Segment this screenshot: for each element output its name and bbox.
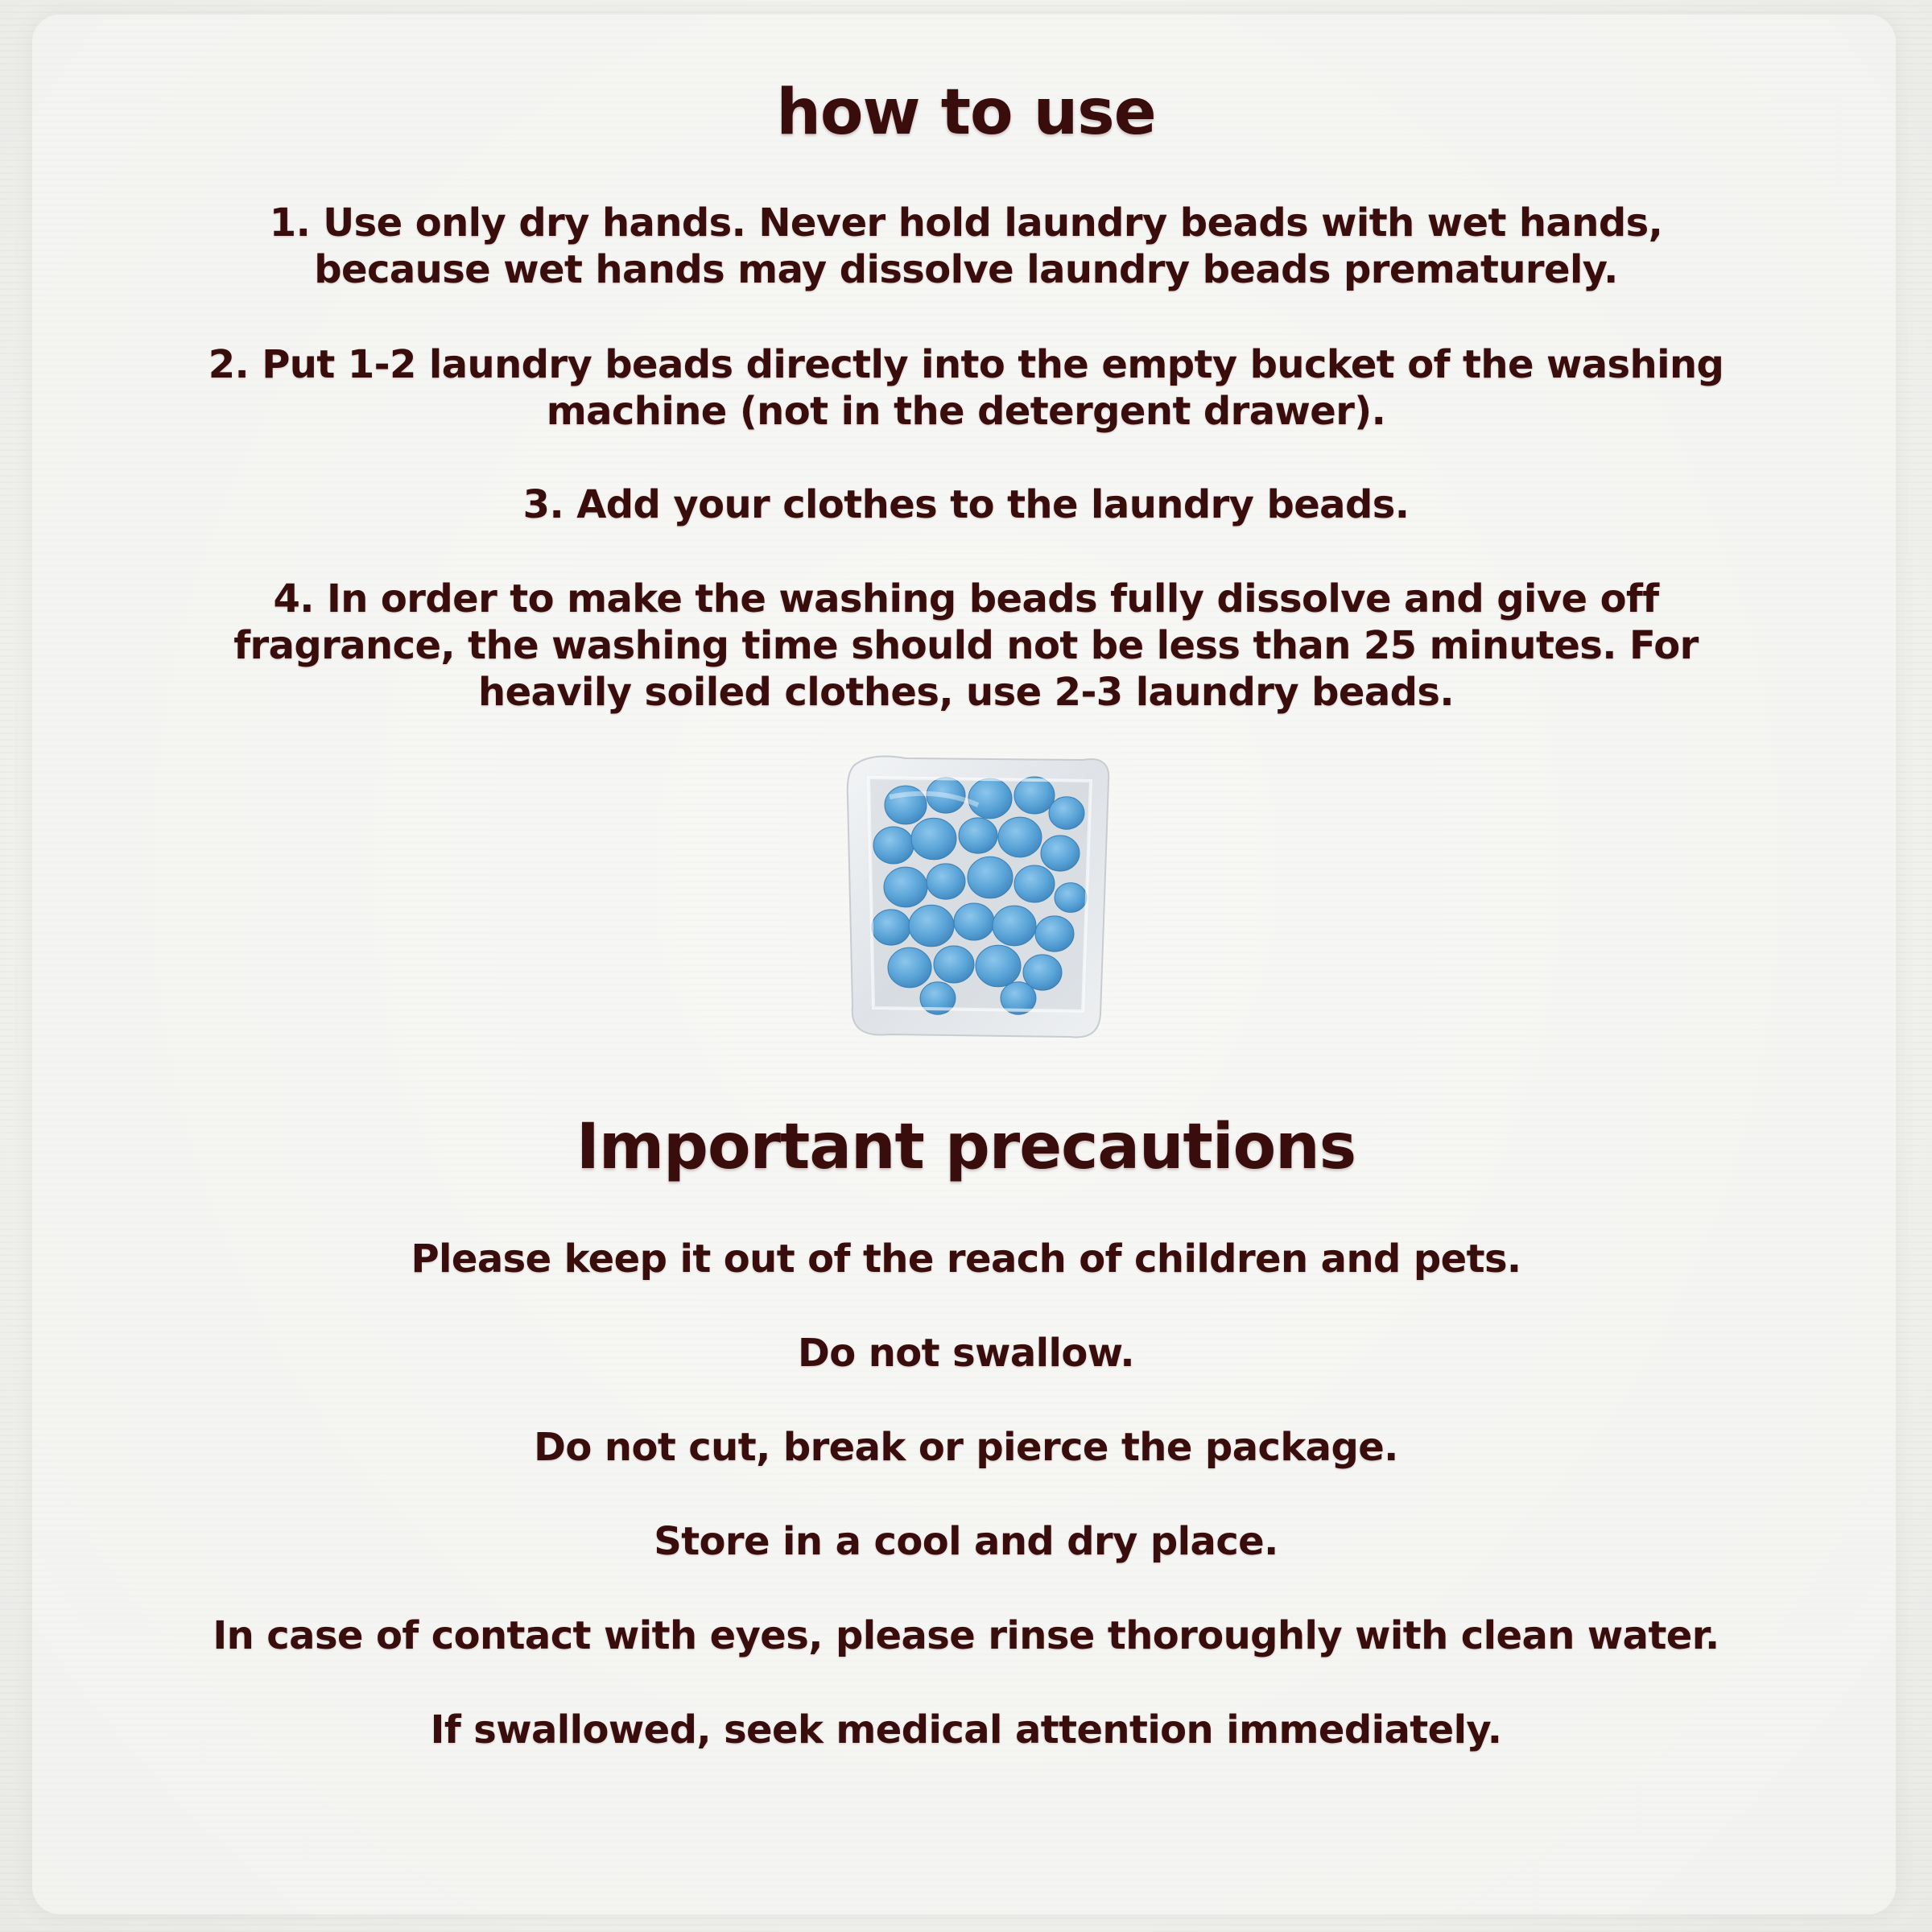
precautions-title: Important precautions	[576, 1111, 1356, 1183]
bead-16	[872, 910, 910, 945]
precaution-6-text: If swallowed, seek medical attention immediately.	[430, 1707, 1502, 1752]
bead-21	[888, 947, 931, 988]
precaution-3-text: Do not cut, break or pierce the package.	[534, 1425, 1398, 1470]
bead-14	[1014, 865, 1055, 902]
step-3-line-1: 3. Add your clothes to the laundry beads.	[522, 482, 1410, 527]
bead-22	[934, 946, 974, 983]
precaution-2-text: Do not swallow.	[797, 1331, 1135, 1376]
precaution-2	[0, 1330, 1932, 1377]
precaution-5-text: In case of contact with eyes, please rinse thoroughly with clean water.	[213, 1613, 1719, 1658]
bead-8	[959, 818, 997, 853]
how-to-use-title: how to use	[776, 76, 1156, 149]
bead-7	[911, 818, 956, 860]
step-1-line-2: because wet hands may dissolve laundry beads prematurely.	[314, 247, 1618, 292]
bead-4	[1014, 777, 1055, 814]
precaution-4-text: Store in a cool and dry place.	[654, 1519, 1278, 1564]
bead-17	[909, 905, 954, 947]
bead-5	[1049, 797, 1084, 829]
bead-19	[993, 906, 1036, 946]
bead-10	[1041, 836, 1080, 871]
bead-6	[873, 827, 914, 864]
bead-12	[927, 864, 965, 899]
precaution-6	[0, 1707, 1932, 1753]
precaution-1-text: Please keep it out of the reach of children and pets.	[411, 1236, 1521, 1282]
step-1	[0, 200, 1932, 293]
bead-9	[998, 817, 1042, 857]
laundry-beads-pouch-icon	[841, 749, 1115, 1046]
step-2-line-2: machine (not in the detergent drawer).	[546, 389, 1386, 434]
bead-23	[976, 945, 1021, 987]
precaution-5	[0, 1612, 1932, 1659]
bead-20	[1035, 916, 1074, 952]
step-1-line-1: 1. Use only dry hands. Never hold laundry beads with wet hands,	[269, 200, 1663, 246]
step-4	[0, 576, 1932, 716]
bead-11	[884, 867, 927, 907]
precaution-4	[0, 1518, 1932, 1565]
bead-15	[1055, 883, 1087, 913]
bead-13	[968, 857, 1013, 898]
bead-18	[954, 903, 994, 940]
step-4-line-1: 4. In order to make the washing beads fully dissolve and give off	[273, 576, 1659, 621]
step-2-line-1: 2. Put 1-2 laundry beads directly into the empty bucket of the washing	[208, 342, 1724, 387]
step-2	[0, 341, 1932, 435]
step-3	[0, 481, 1932, 528]
precaution-3	[0, 1424, 1932, 1471]
step-4-line-3: heavily soiled clothes, use 2-3 laundry beads.	[478, 670, 1454, 715]
step-4-line-2: fragrance, the washing time should not be less than 25 minutes. For	[233, 623, 1699, 668]
bead-3	[968, 778, 1012, 819]
precaution-1	[0, 1236, 1932, 1282]
